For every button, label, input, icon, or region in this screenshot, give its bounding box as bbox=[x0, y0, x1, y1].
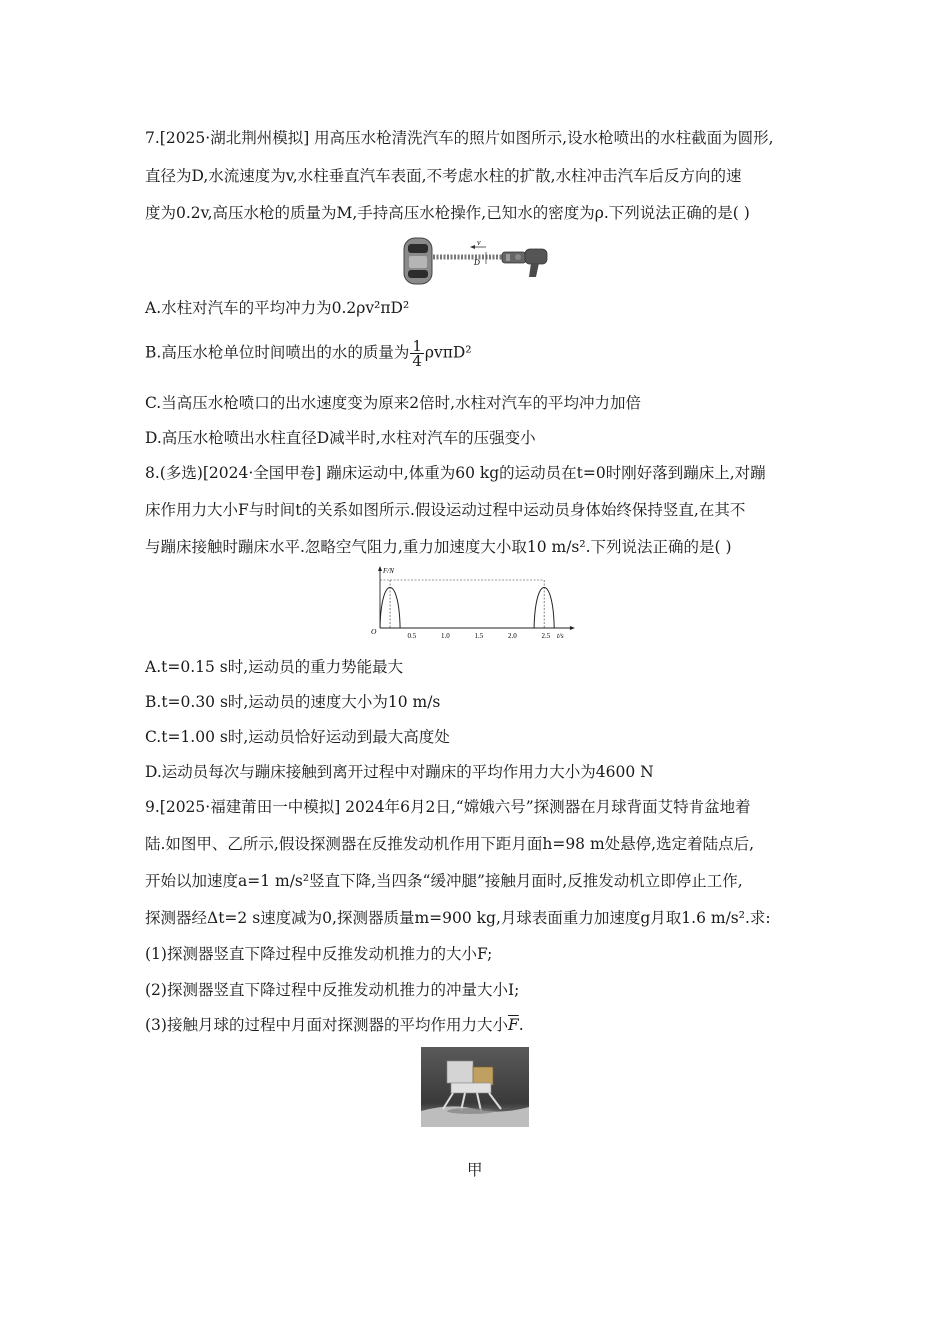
q8-line-2: 床作用力大小F与时间t的关系如图所示.假设运动过程中运动员身体始终保持竖直,在其不 bbox=[145, 501, 746, 519]
force-time-chart bbox=[368, 564, 586, 642]
q9-line-1: 9.[2025·福建莆田一中模拟] 2024年6月2日,“嫦娥六号”探测器在月球背面艾特肯盆地着 bbox=[145, 798, 751, 816]
x-tick-label: 1.5 bbox=[474, 632, 484, 640]
water-gun-icon bbox=[502, 249, 547, 277]
y-axis-arrow bbox=[378, 566, 382, 571]
velocity-label: v bbox=[477, 238, 481, 247]
car-icon bbox=[404, 238, 432, 284]
origin-label: O bbox=[371, 627, 377, 636]
diameter-label: D bbox=[474, 258, 480, 267]
chart-series bbox=[380, 580, 554, 628]
q9-subquestion-3: (3)接触月球的过程中月面对探测器的平均作用力大小$\overline{F}$. bbox=[145, 1016, 524, 1034]
x-tick-label: 0.5 bbox=[407, 632, 417, 640]
chart-ticks bbox=[408, 632, 551, 640]
q8-line-3: 与蹦床接触时蹦床水平.忽略空气阻力,重力加速度大小取10 m/s².下列说法正确的是( ) bbox=[145, 538, 732, 556]
q9-line-3: 开始以加速度a=1 m/s²竖直下降,当四条“缓冲腿”接触月面时,反推发动机立即停止工作, bbox=[145, 872, 743, 890]
x-tick-label: 2.0 bbox=[508, 632, 517, 640]
force-pulse bbox=[534, 588, 554, 629]
q8-option-b: B.t=0.30 s时,运动员的速度大小为10 m/s bbox=[145, 693, 441, 711]
car-washing-figure bbox=[398, 232, 552, 286]
q9-line-2: 陆.如图甲、乙所示,假设探测器在反推发动机作用下距月面h=98 m处悬停,选定着陆点后, bbox=[145, 835, 755, 853]
figure-caption: 甲 bbox=[467, 1161, 483, 1179]
q8-option-c: C.t=1.00 s时,运动员恰好运动到最大高度处 bbox=[145, 728, 450, 746]
q7-line-3: 度为0.2v,高压水枪的质量为M,手持高压水枪操作,已知水的密度为ρ.下列说法正确的是( ) bbox=[145, 204, 750, 222]
q7-line-2: 直径为D,水流速度为v,水柱垂直汽车表面,不考虑水柱的扩散,水柱冲击汽车后反方向的速 bbox=[145, 167, 742, 185]
q8-option-a: A.t=0.15 s时,运动员的重力势能最大 bbox=[145, 658, 404, 676]
x-axis-label: t/s bbox=[556, 632, 564, 640]
x-tick-label: 1.0 bbox=[441, 632, 450, 640]
q7-line-1: 7.[2025·湖北荆州模拟] 用高压水枪清洗汽车的照片如图所示,设水枪喷出的水柱截面为圆形, bbox=[145, 129, 774, 147]
y-axis-label: F/N bbox=[383, 567, 394, 575]
fraction: $\frac{1}{4}$ bbox=[412, 337, 422, 370]
q7-option-c: C.当高压水枪喷口的出水速度变为原来2倍时,水柱对汽车的平均冲力加倍 bbox=[145, 394, 642, 412]
q7-option-a: A.水柱对汽车的平均冲力为0.2ρv²πD² bbox=[145, 299, 410, 317]
q9-subquestion-2: (2)探测器竖直下降过程中反推发动机推力的冲量大小I; bbox=[145, 981, 520, 999]
lunar-lander-photo bbox=[421, 1047, 529, 1127]
q8-line-1: 8.(多选)[2024·全国甲卷] 蹦床运动中,体重为60 kg的运动员在t=0时刚好落到蹦床上,对蹦 bbox=[145, 464, 766, 482]
force-pulse bbox=[380, 588, 400, 629]
q9-subquestion-1: (1)探测器竖直下降过程中反推发动机推力的大小F; bbox=[145, 945, 493, 963]
q7-option-d: D.高压水枪喷出水柱直径D减半时,水柱对汽车的压强变小 bbox=[145, 429, 536, 447]
x-tick-label: 2.5 bbox=[541, 632, 551, 640]
q9-line-4: 探测器经Δt=2 s速度减为0,探测器质量m=900 kg,月球表面重力加速度g月取1.6 m/s².求: bbox=[145, 909, 771, 927]
q7-option-b: B.高压水枪单位时间喷出的水的质量为 $\frac{1}{4}$ ρvπD² bbox=[145, 337, 472, 370]
x-axis-arrow bbox=[570, 626, 575, 630]
q8-option-d: D.运动员每次与蹦床接触到离开过程中对蹦床的平均作用力大小为4600 N bbox=[145, 763, 654, 781]
